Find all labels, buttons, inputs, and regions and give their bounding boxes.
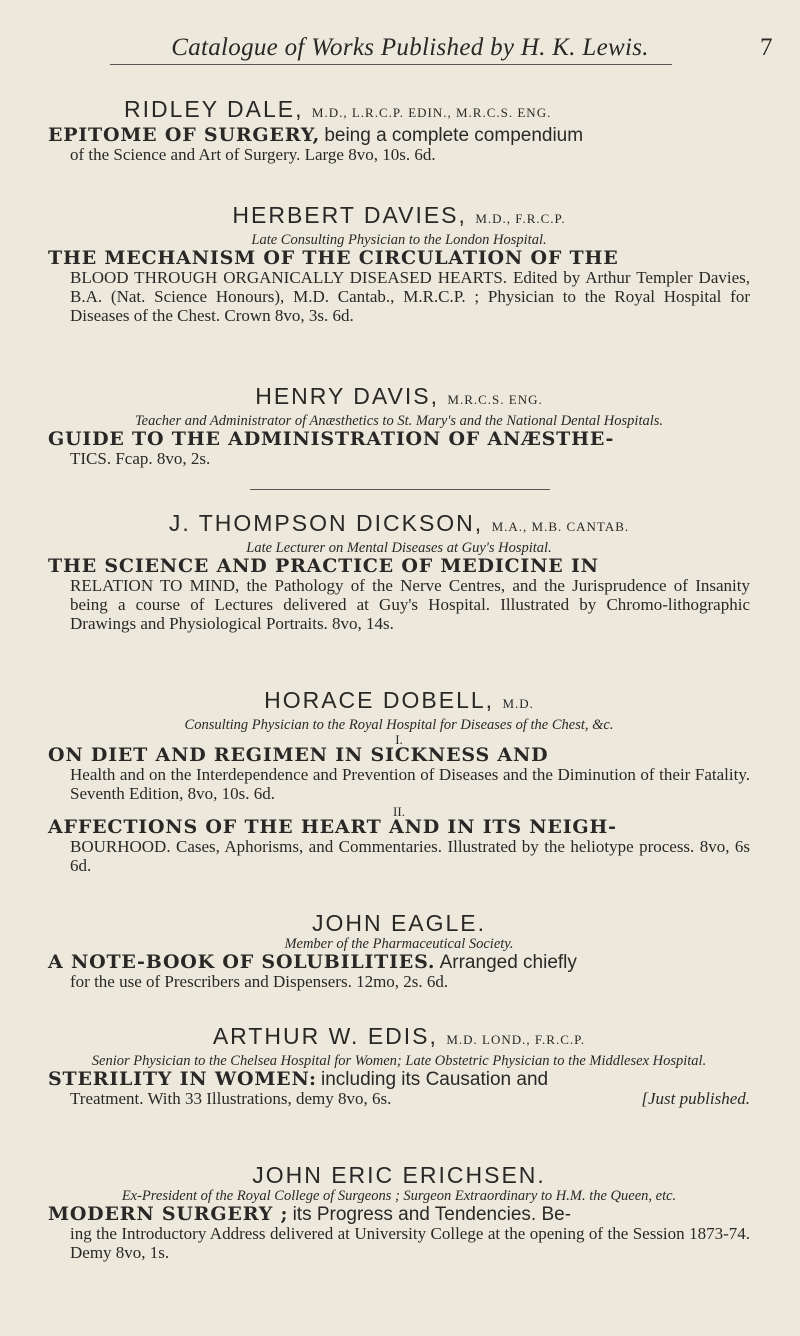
author-name: HORACE DOBELL, M.D.	[264, 687, 534, 713]
author-name: JOHN EAGLE.	[311, 910, 487, 936]
work-entry	[48, 1070, 750, 1108]
work-title: EPITOME OF SURGERY,	[48, 124, 321, 146]
author-degrees: M.A., M.B. CANTAB.	[491, 519, 630, 534]
author-affiliation: Late Consulting Physician to the London Hospital.	[251, 232, 547, 248]
work-title: A NOTE-BOOK OF SOLUBILITIES.	[48, 951, 436, 973]
work-entry	[48, 1205, 750, 1262]
entry-herbert-davies	[48, 202, 750, 325]
work-entry	[48, 126, 750, 164]
work-title-rest: Arranged chiefly	[439, 952, 577, 973]
work-details: ing the Introductory Address delivered at University College at the opening of the Session 1873-74. Demy 8vo, 1s.	[70, 1224, 750, 1262]
author-affiliation: Late Lecturer on Mental Diseases at Guy's Hospital.	[246, 540, 552, 556]
work-title: GUIDE TO THE ADMINISTRATION OF ANÆSTHE-	[48, 428, 615, 450]
work-entry	[48, 430, 750, 468]
work-details: TICS. Fcap. 8vo, 2s.	[70, 449, 211, 468]
author-affiliation: Consulting Physician to the Royal Hospital for Diseases of the Chest, &c.	[184, 717, 614, 733]
work-entry	[48, 818, 750, 875]
running-title: Catalogue of Works Published by H. K. Lewis.	[171, 34, 649, 61]
entry-arthur-edis	[48, 1023, 750, 1108]
author-affiliation: Teacher and Administrator of Anæsthetics to St. Mary's and the National Dental Hospitals.	[134, 413, 664, 429]
work-title-rest: being a complete compendium	[324, 125, 584, 146]
header-rule	[110, 64, 672, 65]
work-entry	[48, 249, 750, 325]
author-affiliation: Ex-President of the Royal College of Surgeons ; Surgeon Extraordinary to H.M. the Queen, etc.	[121, 1188, 677, 1204]
author-degrees: M.D., F.R.C.P.	[475, 211, 566, 226]
work-title: STERILITY IN WOMEN:	[48, 1068, 317, 1090]
publication-note: [Just published.	[641, 1089, 750, 1108]
work-details: for the use of Prescribers and Dispensers. 12mo, 2s. 6d.	[70, 972, 449, 991]
author-degrees: M.D., L.R.C.P. EDIN., M.R.C.S. ENG.	[311, 105, 552, 120]
section-divider	[250, 489, 550, 490]
entry-thompson-dickson	[48, 510, 750, 633]
page-number: 7	[760, 34, 773, 61]
author-degrees: M.R.C.S. ENG.	[447, 392, 543, 407]
work-title-rest: including its Causation and	[321, 1069, 549, 1090]
work-title: MODERN SURGERY ;	[48, 1203, 289, 1225]
work-details: of the Science and Art of Surgery. Large 8vo, 10s. 6d.	[70, 145, 436, 164]
author-affiliation: Member of the Pharmaceutical Society.	[284, 936, 514, 952]
author-name: HENRY DAVIS, M.R.C.S. ENG.	[255, 383, 543, 409]
work-details: Treatment. With 33 Illustrations, demy 8vo, 6s. [Just published.	[70, 1089, 750, 1108]
work-details: BOURHOOD. Cases, Aphorisms, and Commentaries. Illustrated by the heliotype process. 8vo, 6s 6d.	[70, 837, 750, 875]
work-title: ON DIET AND REGIMEN IN SICKNESS AND	[48, 744, 549, 766]
author-affiliation: Senior Physician to the Chelsea Hospital for Women; Late Obstetric Physician to the Middlesex Hospital.	[91, 1053, 707, 1069]
work-title: THE SCIENCE AND PRACTICE OF MEDICINE IN	[48, 555, 599, 577]
author-name: J. THOMPSON DICKSON, M.A., M.B. CANTAB.	[168, 510, 630, 536]
work-details: BLOOD THROUGH ORGANICALLY DISEASED HEARTS. Edited by Arthur Templer Davies, B.A. (Nat. Science Honours), M.D. Cantab., M.R.C.P. ; Physician to the Royal Hospital for Diseases of the Chest. Crown 8vo, 3s. 6d.	[70, 268, 750, 325]
author-degrees: M.D.	[502, 696, 534, 711]
author-name: ARTHUR W. EDIS, M.D. LOND., F.R.C.P.	[212, 1023, 586, 1049]
work-numeral: I.	[395, 732, 403, 747]
work-title: THE MECHANISM OF THE CIRCULATION OF THE	[48, 247, 619, 269]
work-numeral: II.	[393, 804, 405, 819]
author-name: HERBERT DAVIES, M.D., F.R.C.P.	[232, 202, 566, 228]
work-title-rest: its Progress and Tendencies. Be-	[292, 1204, 572, 1225]
work-details: RELATION TO MIND, the Pathology of the Nerve Centres, and the Jurisprudence of Insanity being a course of Lectures delivered at Guy's Hospital. Illustrated by Chromo-lithographic Drawings and Physiological Portraits. 8vo, 14s.	[70, 576, 750, 633]
entry-john-eric-erichsen	[48, 1162, 750, 1262]
work-title: AFFECTIONS OF THE HEART AND IN ITS NEIGH-	[48, 816, 617, 838]
author-name: RIDLEY DALE, M.D., L.R.C.P. EDIN., M.R.C.S. ENG.	[124, 96, 552, 122]
work-entry	[48, 953, 750, 991]
work-details: Health and on the Interdependence and Prevention of Diseases and the Diminution of their Fatality. Seventh Edition, 8vo, 10s. 6d.	[70, 765, 750, 803]
entry-henry-davis	[48, 383, 750, 468]
entry-ridley-dale	[48, 96, 750, 164]
entry-john-eagle	[48, 910, 750, 991]
author-degrees: M.D. LOND., F.R.C.P.	[446, 1032, 586, 1047]
work-entry	[48, 557, 750, 633]
author-name: JOHN ERIC ERICHSEN.	[252, 1162, 546, 1188]
work-entry	[48, 746, 750, 803]
entry-horace-dobell	[48, 687, 750, 875]
